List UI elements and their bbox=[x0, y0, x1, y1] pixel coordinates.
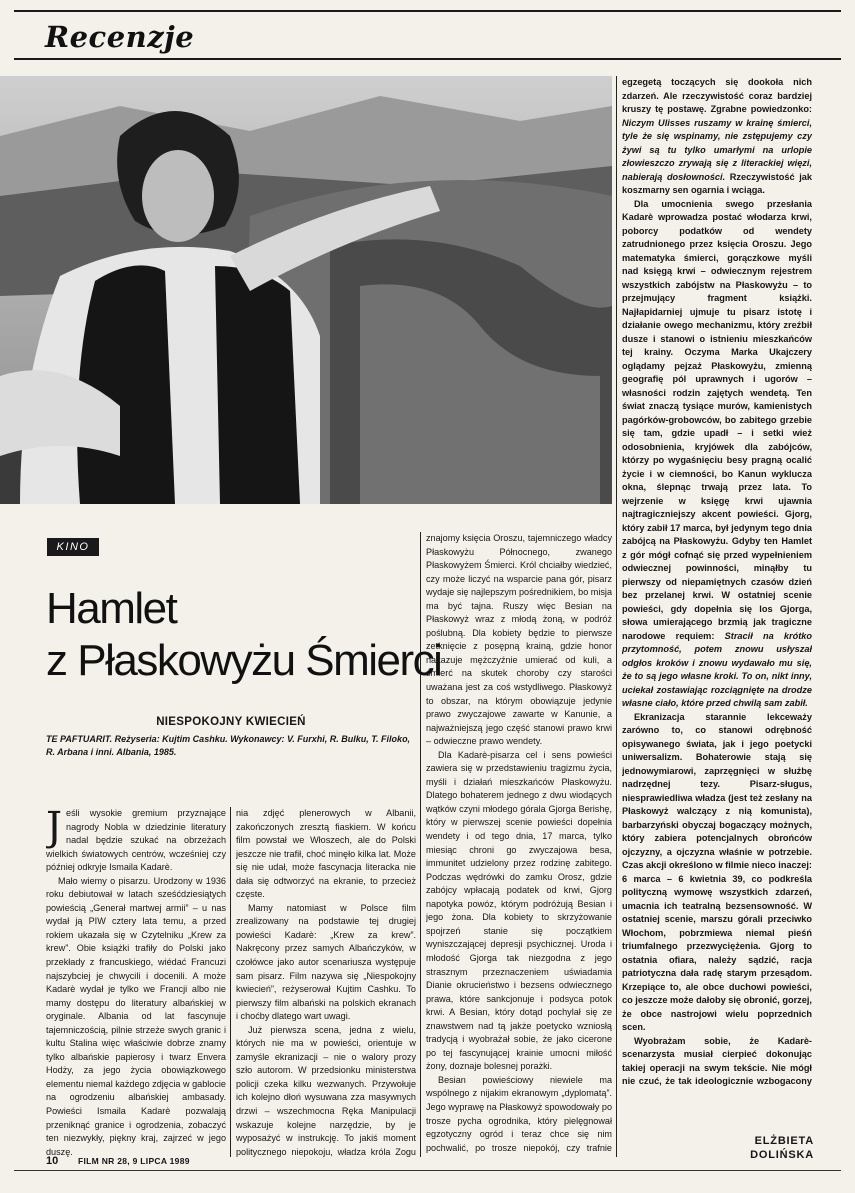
article-subtitle: NIESPOKOJNY KWIECIEŃ bbox=[156, 716, 306, 728]
paragraph-text: Dla umocnienia swego przesłania Kadarè wprowadza postać włodarza krwi, poborcy podatków od wendety zatrudnionego przez księcia Oroszu. Jego matematyka śmierci, gorączkowe myśli nad księgą krwi – odwiecznym rejestrem wszystkich zabójstw na Płaskowyżu – to przejmujący fragment książki. Najłapidarniej ujmuje tu pisarz istotę i działanie owego mechanizmu, który zreźbił dusze i stanowi o istnieniu mieszkańców tej krainy. Oczyma Marka Ukajczery oglądamy pejzaż Płaskowyżu, zmienną geografię pól uprawnych i ugorów – własności rodzin zajętych wendetą. Ten świat znaczą tysiące murów, kamienistych pagórków-grobowców, bo zabitego grzebie się tam, gdzie upadł – i setki wież odosobnienia, kryjówek dla zabójców, którzy po wygaśnięciu besy pragną ocalić życie i w ciemności, bo Kanun wyklucza okna, ślepnąc trwają przez lata. To wejrzenie w księgę krwi ujawnia najtragiczniejszy akcent powieści. Gjorg, który zabił 17 marca, był jedynym tego dnia zabójcą na Płaskowyżu. Gdyby ten Hamlet z gór mógł cofnąć się przed wypełnieniem odwiecznej powinności, minąłby tu pierwszy od niepamiętnych czasów dzień bez przelanej krwi. W ostatniej scenie powieści, gdy dopełnia się los Gjorga, słowa umierającego brzmią jak tragiczne narodowe requiem: bbox=[622, 198, 812, 641]
article-column-3 bbox=[426, 532, 612, 1156]
quote-text: Niczym Ulisses ruszamy w krainę śmierci, tyle że się wspinamy, nie zstępujemy czy żywi są tu tylko umarłymi na urlopie złowieszczo zrywają się z literackiej więzi, nabierają dosłowności. bbox=[622, 117, 812, 182]
article-column-4 bbox=[622, 76, 812, 1086]
column-divider bbox=[616, 76, 617, 1157]
paragraph: Ekranizacja starannie lekceważy zarówno to, co stanowi odrębność opisywanego świata, jak i jego poetycki uniwersalizm. Bohaterowie stają się jednowymiarowi, zaprzęgnięci w służbę nadrzędnej tezy. Pisarz-sługus, niesprawiedliwa władza (jest też zesłany na Płaskowyż walczący z nią komunista), barbarzyński obyczaj bogaczący możnych, który zabiera potencjalnych obrońców ojczyzny, a ojczyzna właśnie w potrzebie. Czas akcji określono w filmie nieco inaczej: 6 marca – 6 kwietnia 39, co podkreśla polityczną wymowę wszystkich zdarzeń, umacnia ich teatralną bezsensowność. W ostatniej scenie, marszu górali przeciwko Włochom, pobrzmiewa niemal pieśń triumfalnego przezwyciężenia. Gjorg to ostatnia ofiara, należy sądzić, racja patriotyczna dała radę starym przesądom. Krzepiące to, ale obce duchowi powieści, co jeszcze może dałoby się obronić, gorzej, że obce nastrojowi wielu poprzednich scen. bbox=[622, 711, 812, 1032]
paragraph: Besian powieściowy niewiele ma wspólnego z nijakim ekranowym „dyplomatą”. Jego wyprawę na Płaskowyż spowodowały po trosze pycha ogrodnika, który pielęgnował egzotyczny ogród i teraz chce się nim pochwalić, po trosze niepokój, czy trafnie bbox=[426, 1074, 612, 1153]
section-title: Recenzje bbox=[45, 20, 195, 54]
page-number: 10 bbox=[46, 1155, 59, 1167]
quote-text: Stracił na krótko przytomność, potem znowu usłyszał odgłos kroków i znowu wydawało mu się, że to są jego własne kroki. To on, nikt inny, uciekał zostawiając rozciągnięte na drodze własne ciało, które przed chwilą sam zabił. bbox=[622, 630, 812, 708]
paragraph bbox=[622, 198, 812, 711]
film-still-photo bbox=[0, 76, 612, 504]
paragraph: Mamy natomiast w Polsce film zrealizowany na podstawie tej drugiej powieści Kadarè: „Krew za krew”. Nakręcony przez samych Albańczyków, w czołówce jako autor scenariusza występuje sam pisarz. Film nazywa się „Niespokojny kwiecień”, reżyserował Kujtim Cashku. To pierwszy film albański na polskich ekranach i choćby dlatego wart uwagi. bbox=[236, 902, 416, 1022]
article-title-line: Hamlet bbox=[46, 584, 177, 633]
author-surname: DOLIŃSKA bbox=[750, 1149, 814, 1161]
paragraph: nia zdjęć plenerowych w Albanii, zakończonych zresztą fiaskiem. W końcu film powstał we Włoszech, ale do Polski jeszcze nie trafił, choć minęło kilka lat. Może się nie udał, może fascynacja literacka nie dała się odtworzyć na ekranie, to przecież częste. bbox=[236, 808, 416, 900]
author-name: ELŻBIETA bbox=[754, 1135, 814, 1147]
paragraph: Jeśli wysokie gremium przyznające nagrody Nobla w dziedzinie literatury nadal będzie szukać na obrzeżach wielkich światowych centrów, wcześniej czy później odkryje Ismaila Kadarè. bbox=[46, 807, 226, 873]
paragraph: znajomy księcia Oroszu, tajemniczego władcy Płaskowyżu Północnego, zwanego Płaskowyżem Śmierci. Król chciałby wiedzieć, czy może liczyć na wsparcie pana gór, pisarz wydaje się najlepszym pośrednikiem, bo misja ma być tajna. Ruszy więc Besian na Płaskowyż wraz z młodą żoną, w podróż poślubną. Dla kobiety będzie to pierwsze zetknięcie z posępną krainą, gdzie honor nakazuje mężczyźnie umierać od kuli, a śmierć na skutek choroby czy starości uważana jest za coś wstydliwego. Płaskowyż to obszar, na którym obowiązuje jedynie prawo zwyczajowe zawarte w Kanunie, a najważniejszą jego część stanowi prawo krwi – odwieczne prawo wendety. bbox=[426, 533, 612, 747]
author-byline bbox=[722, 1134, 814, 1162]
article-column-2 bbox=[236, 807, 416, 1157]
paragraph bbox=[622, 76, 812, 198]
paragraph-text: egzegetą toczących się dookoła nich zdarzeń. Ale rzeczywistość coraz bardziej kruszy tę postawę. Zgrabne powiedzonko: bbox=[622, 77, 812, 114]
footer-rule bbox=[14, 1170, 841, 1171]
paragraph-text: Rzeczywistość jak koszmarny sen ogarnia i wciąga. bbox=[622, 171, 812, 195]
column-divider bbox=[230, 807, 231, 1157]
film-credits: TE PAFTUARIT. Reżyseria: Kujtim Cashku. Wykonawcy: V. Furxhi, R. Bulku, T. Filoko, R. Arbana i inni. Albania, 1985. bbox=[46, 734, 411, 757]
paragraph: Mało wiemy o pisarzu. Urodzony w 1936 roku debiutował w latach sześćdziesiątych powieścią „Generał martwej armii” – u nas wydał ją PIW cztery lata temu, a przed rokiem ukazała się w Czytelniku „Krew za krew”. Obie książki trafiły do Polski jako przekłady z francuskiego, wiédać Francuzi najszybciej je chwycili i docenili. A może Kadarè wydał je tylko we Francji albo nie mamy dostępu do literatury albańskiej w oryginale. Albania od lat fascynuje tajemniczością, pilnie strzeże swych granic i kultu Stalina więc właściwie dobrze znamy tylko albańskie papierosy i twarz Envera Hodży, za jego życia obowiązkowego elementu niemal każdego zdjęcia w gablocie na ogrodzeniu albańskiej ambasady. Powieści Ismaila Kadarè pozwalają przeniknąć granice i ogrodzenia, zobaczyć ten niezwykły, piękny kraj, zajrzeć w jego duszę. bbox=[46, 875, 226, 1157]
paragraph: Wyobrażam sobie, że Kadarè-scenarzysta musiał cierpieć dokonując takiej operacji na swym tekście. Nie mógł nie czuć, że tak ideologicznie wzbogacony bbox=[622, 1035, 812, 1086]
article-title bbox=[46, 583, 441, 687]
kicker-label: KINO bbox=[47, 538, 99, 556]
article-title-line: z Płaskowyżu Śmierci bbox=[46, 636, 442, 685]
header-rule bbox=[14, 58, 841, 60]
paragraph: Dla Kadarè-pisarza cel i sens powieści zawiera się w przedstawieniu tragizmu życia, myśli i działań mieszkańców Płaskowyżu. Dlatego bohaterem jednego z dwu wiodących wątków czyni młodego górala Gjorga Berishę, który w pierwszej scenie powieści dopełnia wendety i od tego dnia, 17 marca, tylko miesiąc chroni go zwyczajowa besa, immunitet udzielony przez rodzinę zabitego. Podczas wędrówki do zamku Orosz, gdzie zabójcy wpłacają podatek od krwi, Gjorg napotyka powóz, którym podróżują Besian i jego żona. Dla kobiety to skrzyżowanie spojrzeń stanie się początkiem wyniszczającej depresji psychicznej. Uroda i młodość Gjorga tak niezgodna z jego strasznym przeznaczeniem uświadamia Dianie okrucieństwo i bezsens odwiecznego prawa, które sankcjonuje i podsyca potok krwi. A Besian, który dotąd pochylał się ze znawstwem nad tą jakże poetycko wzniosłą tradycją i wyobrażał sobie, że jako cicerone po tej fascynującej krainie umocni miłość żony, doznaje bolesnej porażki. bbox=[426, 749, 612, 1072]
paragraph: Już pierwsza scena, jedna z wielu, których nie ma w powieści, orientuje w zamyśle ekranizacji – nie o walory prozy szło autorom. W przedsionku ministerstwa policji czeka kilku wezwanych. Przywołuje ich kolejno dłoń wysuwana zza masywnych drzwi – wszechmocna Ręka Manipulacji wskazuje kolejne narzędzie, by je wyposażyć w instrukcję. To jakiś moment politycznego niepokoju, władza króla Zogu bbox=[236, 1024, 416, 1157]
issue-info: FILM NR 28, 9 LIPCA 1989 bbox=[78, 1156, 190, 1166]
top-rule bbox=[14, 10, 841, 12]
article-column-1 bbox=[46, 807, 226, 1157]
